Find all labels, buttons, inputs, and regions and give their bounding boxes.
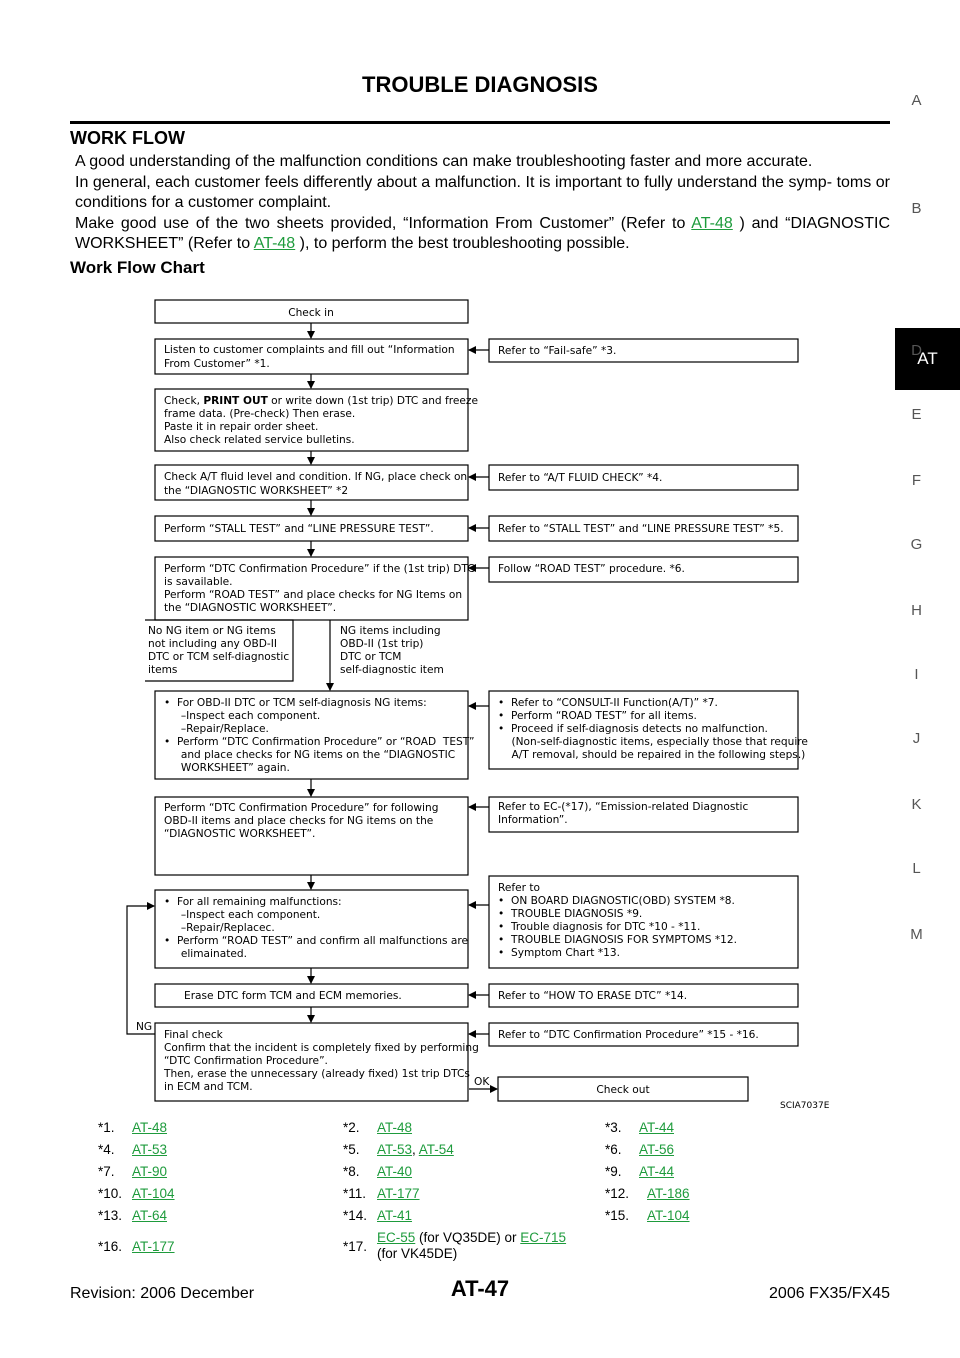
flow-text-ref-list-5: • TROUBLE DIAGNOSIS FOR SYMPTOMS *12. [498,934,737,946]
flow-text-dtc-following-1: Perform “DTC Confirmation Procedure” for following [164,802,439,814]
flow-text-final-4: Then, erase the unnecessary (already fixed) 1st trip DTCs [164,1068,470,1080]
flow-text-ref-consult-3: • Proceed if self-diagnosis detects no malfunction. [498,723,768,735]
index-letter-a[interactable]: A [911,92,922,109]
ref-link[interactable]: AT-41 [377,1208,413,1223]
flow-text-branch-right-1: NG items including [340,625,441,637]
reference-cell [98,1120,167,1135]
ref-label: *15. [605,1208,630,1223]
flow-text-obd-ng-6: WORKSHEET” again. [164,762,290,774]
ref-label: *7. [98,1164,115,1179]
ref-link[interactable]: EC-55 [377,1230,416,1245]
flow-text-dtc-confirm-4: the “DIAGNOSTIC WORKSHEET”. [164,602,337,614]
ref-link[interactable]: AT-104 [132,1186,175,1201]
intro-text-part: ), to perform the best troubleshooting possible. [295,235,630,252]
ref-link[interactable]: AT-104 [647,1208,690,1223]
flow-text-listen-2: From Customer” *1. [164,358,270,370]
ref-label: *5. [343,1142,360,1157]
footer-model: 2006 FX35/FX45 [769,1285,890,1302]
intro-line-1: A good understanding of the malfunction conditions can make troubleshooting faster and more accurate. [75,153,813,170]
reference-table [98,1120,898,1266]
flow-text-ref-fluid: Refer to “A/T FLUID CHECK” *4. [498,472,663,484]
flow-text-final-1: Final check [164,1029,223,1041]
flow-text-ref-list-3: • TROUBLE DIAGNOSIS *9. [498,908,643,920]
flow-text-ref-consult-2: • Perform “ROAD TEST” for all items. [498,710,697,722]
flow-text-dtc-confirm-2: is savailable. [164,576,233,588]
index-tab-at-active[interactable]: AT [895,328,960,390]
index-letter-j[interactable]: J [912,730,921,747]
ref-text: (for VK45DE) [377,1246,458,1261]
ref-link[interactable]: AT-40 [377,1164,413,1179]
ref-link[interactable]: AT-56 [639,1142,675,1157]
reference-row [98,1120,898,1142]
flow-text-stall: Perform “STALL TEST” and “LINE PRESSURE TEST”. [164,523,434,535]
reference-cell [343,1164,412,1179]
reference-row [98,1230,898,1266]
ref-link[interactable]: AT-64 [132,1208,168,1223]
ref-link[interactable]: AT-186 [647,1186,690,1201]
flow-text-ref-list-1: Refer to [498,882,541,894]
ref-link[interactable]: AT-44 [639,1120,675,1135]
footer-revision: Revision: 2006 December [70,1285,255,1302]
flow-text-check-out: Check out [596,1084,650,1096]
figure-id: SCIA7037E [780,1101,830,1111]
reference-cell [98,1239,175,1254]
flow-text-branch-right-3: DTC or TCM [340,651,402,663]
index-letter-h[interactable]: H [911,602,922,619]
flow-text-ref-road: Follow “ROAD TEST” procedure. *6. [498,563,685,575]
index-letter-l[interactable]: L [912,860,921,877]
ref-link[interactable]: AT-48 [132,1120,168,1135]
flow-text-ref-erase: Refer to “HOW TO ERASE DTC” *14. [498,990,688,1002]
flow-text-ref-failsafe: Refer to “Fail-safe” *3. [498,345,617,357]
reference-cell [98,1142,167,1157]
flow-text-dtc-confirm-1: Perform “DTC Confirmation Procedure” if the (1st trip) DTC [164,563,475,575]
flow-text-fluid-2: the “DIAGNOSTIC WORKSHEET” *2 [164,485,349,497]
ref-label: *8. [343,1164,360,1179]
section-heading: WORK FLOW [70,128,185,148]
flow-text-print-out: PRINT OUT [203,395,268,407]
flow-label-ok: OK [474,1076,490,1088]
ref-label: *10. [98,1186,123,1201]
flow-text-check-print-2: frame data. (Pre-check) Then erase. [164,408,356,420]
reference-cell [98,1164,167,1179]
ref-label: *6. [605,1142,622,1157]
ref-link[interactable]: AT-53 [377,1142,413,1157]
reference-label-17: *17. [343,1239,368,1254]
ref-label: *16. [98,1239,123,1254]
intro-line-2: In general, each customer feels differently about a malfunction. It is important to fully understand the symp- toms or conditions for a customer complaint. [75,173,890,211]
flow-text-check-print-1 [164,395,478,407]
flow-text-final-3: “DTC Confirmation Procedure”. [164,1055,328,1067]
flow-text-obd-ng-4: • Perform “DTC Confirmation Procedure” or “ROAD TEST” [164,736,475,748]
intro-text-part: Make good use of the two sheets provided, “Information From Customer” (Refer to [75,214,692,232]
reference-cell: *5. AT-53, AT-54 [343,1142,454,1157]
flow-text-ref-stall: Refer to “STALL TEST” and “LINE PRESSURE TEST” *5. [498,523,784,535]
flow-text-remaining-4: • Perform “ROAD TEST” and confirm all malfunctions are [164,935,469,947]
reference-row [98,1208,898,1230]
flow-text-dtc-confirm-3: Perform “ROAD TEST” and place checks for NG Items on [164,589,463,601]
index-letter-f[interactable]: F [911,472,922,489]
reference-cell [343,1120,412,1135]
flow-text-final-2: Confirm that the incident is completely fixed by performing [164,1042,479,1054]
ref-label: *4. [98,1142,115,1157]
flow-label-ng: NG [136,1021,153,1033]
flow-text-branch-right-4: self-diagnostic item [340,664,444,676]
ref-text: (for VQ35DE) or [415,1230,521,1245]
reference-cell [343,1186,420,1201]
ref-link[interactable]: AT-177 [132,1239,175,1254]
flow-text-remaining-1: • For all remaining malfunctions: [164,896,342,908]
flow-text-branch-left-4: items [148,664,178,676]
flow-text-ref-list-2: • ON BOARD DIAGNOSTIC(OBD) SYSTEM *8. [498,895,735,907]
reference-cell [98,1186,175,1201]
flow-text-ref-list-6: • Symptom Chart *13. [498,947,620,959]
ref-label: *11. [343,1186,367,1201]
flow-text-part: or write down (1st trip) DTC and freeze [267,395,478,407]
intro-text-part: ) and “DIAGNOSTIC WORKSHEET” (Refer to [75,214,891,252]
flow-text-final-5: in ECM and TCM. [164,1081,253,1093]
reference-cell [605,1186,690,1201]
index-letter-g[interactable]: G [910,536,923,553]
reference-cell [605,1164,674,1179]
flow-text-ref-ec-2: Information”. [498,814,568,826]
ref-link[interactable]: AT-48 [377,1120,413,1135]
flow-text-ref-consult-1: • Refer to “CONSULT-II Function(A/T)” *7. [498,697,718,709]
flow-text-check-in: Check in [288,307,334,319]
reference-cell [377,1230,566,1262]
footer-page-number: AT-47 [450,1276,510,1301]
reference-cell [605,1142,674,1157]
flow-text-branch-right-2: OBD-II (1st trip) [340,638,424,650]
index-letter-e[interactable]: E [911,406,922,423]
flow-text-branch-left-2: not including any OBD-II [148,638,278,650]
flow-text-remaining-3: –Repair/Replacec. [164,922,275,934]
flow-text-check-print-4: Also check related service bulletins. [164,434,355,446]
flow-text-ref-consult-4: (Non-self-diagnostic items, especially those that require [498,736,808,748]
flow-text-obd-ng-3: –Repair/Replace. [164,723,269,735]
ref-label: *2. [343,1120,360,1135]
ref-link[interactable]: AT-90 [132,1164,168,1179]
flow-text-erase: Erase DTC form TCM and ECM memories. [184,990,402,1002]
ref-label: *1. [98,1120,115,1135]
reference-cell [605,1120,674,1135]
index-letter-m[interactable]: M [910,926,923,943]
reference-row [98,1164,898,1186]
ref-link[interactable]: EC-715 [520,1230,567,1245]
ref-label: *12. [605,1186,630,1201]
link-at-48-customer[interactable]: AT-48 [691,214,733,232]
index-letter-i[interactable]: I [914,666,919,683]
flow-text-obd-ng-1: • For OBD-II DTC or TCM self-diagnosis NG items: [164,697,427,709]
flow-text-ref-ec-1: Refer to EC-(*17), “Emission-related Diagnostic [498,801,749,813]
ref-label: *9. [605,1164,622,1179]
flow-text-ref-list-4: • Trouble diagnosis for DTC *10 - *11. [498,921,701,933]
reference-cell [605,1208,690,1223]
flow-text-remaining-5: elimainated. [164,948,247,960]
reference-cell [343,1208,412,1223]
flow-text-fluid-1: Check A/T fluid level and condition. If NG, place check on [164,471,468,483]
ref-link[interactable]: AT-177 [377,1186,420,1201]
reference-row [98,1142,898,1164]
link-at-48-worksheet[interactable]: AT-48 [253,235,296,252]
ref-link[interactable]: AT-44 [639,1164,675,1179]
index-letter-k[interactable]: K [911,796,922,813]
ref-link[interactable]: AT-54 [418,1142,454,1157]
flow-text-dtc-following-3: “DIAGNOSTIC WORKSHEET”. [164,828,316,840]
flow-text-remaining-2: –Inspect each component. [164,909,321,921]
work-flow-chart-heading: Work Flow Chart [70,258,205,277]
ref-link[interactable]: AT-53 [132,1142,168,1157]
page-title: TROUBLE DIAGNOSIS [362,72,598,97]
flow-text-obd-ng-5: and place checks for NG items on the “DIAGNOSTIC [164,749,456,761]
flow-text-obd-ng-2: –Inspect each component. [164,710,321,722]
flow-text-branch-left-1: No NG item or NG items [148,625,276,637]
flow-text-part: Check, [164,395,204,407]
index-letter-d[interactable]: D [911,342,922,359]
reference-row [98,1186,898,1208]
flow-text-listen-1: Listen to customer complaints and fill out “Information [164,344,455,356]
flow-text-dtc-following-2: OBD-II items and place checks for NG items on the [164,815,434,827]
ref-label: *14. [343,1208,368,1223]
ref-label: *3. [605,1120,622,1135]
flow-text-branch-left-3: DTC or TCM self-diagnostic [148,651,290,663]
ref-label: *13. [98,1208,123,1223]
reference-cell [98,1208,167,1223]
flow-text-ref-consult-5: A/T removal, should be repaired in the following steps.) [498,749,806,761]
index-letter-b[interactable]: B [911,200,922,217]
flow-text-ref-dtc-final: Refer to “DTC Confirmation Procedure” *15 - *16. [498,1029,759,1041]
flow-text-check-print-3: Paste it in repair order sheet. [164,421,319,433]
